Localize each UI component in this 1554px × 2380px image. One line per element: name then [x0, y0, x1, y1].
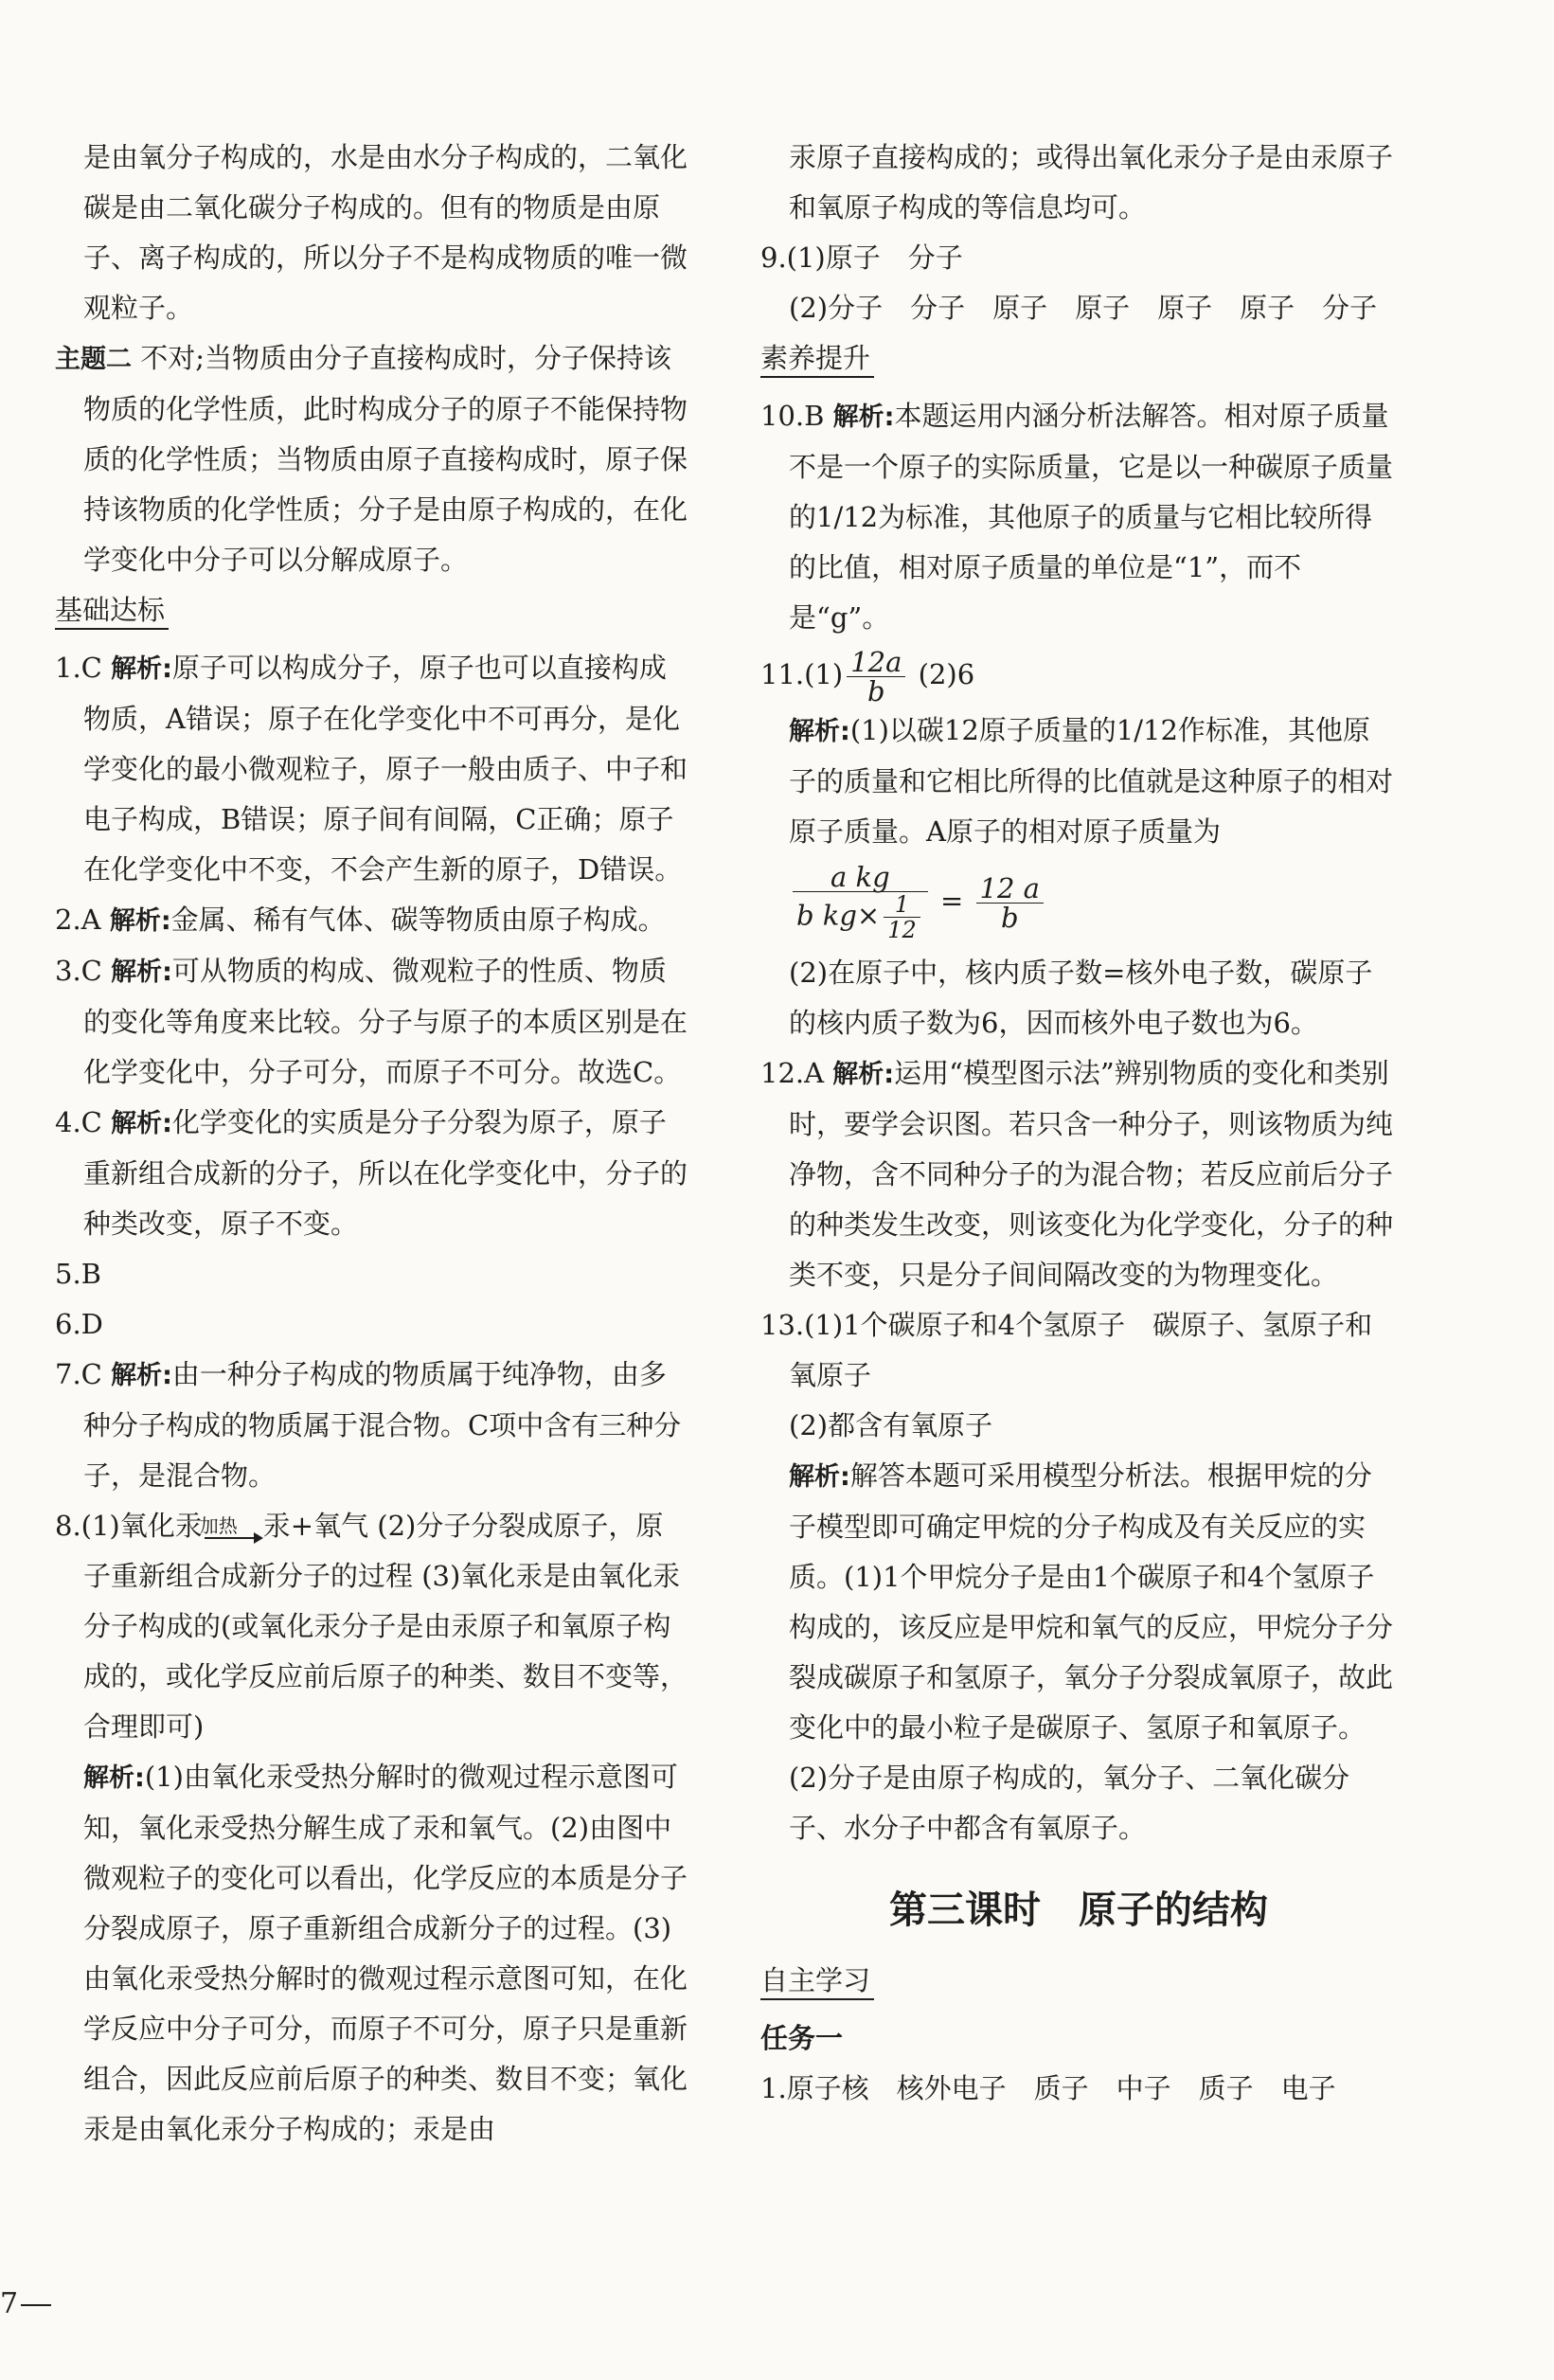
analysis-label: 解析: [832, 1060, 895, 1089]
nested-fraction [884, 892, 920, 942]
answer-q9-line2: (2)分子 分子 原子 原子 原子 原子 分子 [789, 292, 1378, 324]
task-one-answer: 1.原子核 核外电子 质子 中子 质子 电子 [760, 2072, 1336, 2104]
section-heading-literacy: 素养提升 [760, 333, 1397, 391]
answer-text: 运用“模型图示法”辨别物质的变化和类别时，要学会识图。若只含一种分子，则该物质为纯净物，含不同种分子的为混合物；若反应前后分子的种类发生改变，则该变化为化学变化，分子的种类不变，只是分子间间隔改变的为物理变化。 [789, 1057, 1394, 1291]
answer-q9-line1: 9.(1)原子 分子 [760, 242, 963, 274]
fraction [847, 645, 905, 707]
analysis-label: 解析: [111, 1109, 172, 1138]
analysis-q13 [760, 1451, 1397, 1753]
answer-text: 由一种分子构成的物质属于纯净物，由多种分子构成的物质属于混合物。C项中含有三种分子，是混合物。 [83, 1358, 682, 1492]
answer-number: 7.C [55, 1358, 102, 1390]
analysis-q11-part2: (2)在原子中，核内质子数=核外电子数，碳原子的核内质子数为6，因而核外电子数也为6。 [789, 957, 1373, 1039]
fraction-numerator: a kg [793, 863, 928, 892]
result-fraction [976, 871, 1044, 934]
fraction-numerator: 1 [884, 892, 920, 918]
page-number: 7 [0, 2287, 19, 2320]
answer-q13-line1: 13.(1)1个碳原子和4个氢原子 碳原子、氢原子和氧原子 [760, 1309, 1373, 1391]
equation-fraction [793, 863, 928, 942]
answer-q2 [55, 895, 688, 946]
answer-text: 金属、稀有气体、碳等物质由原子构成。 [170, 904, 666, 936]
answer-q10 [760, 391, 1397, 643]
analysis-label: 解析: [83, 1763, 145, 1793]
fraction-denominator: b kg× $\frac{1}{12}$ [793, 892, 928, 942]
paragraph-continued: 汞原子直接构成的；或得出氧化汞分子是由汞原子和氧原子构成的等信息均可。 [789, 141, 1394, 224]
answer-number: 12.A [760, 1057, 825, 1089]
answer-number: 10.B [760, 400, 825, 432]
analysis-q8 [55, 1752, 688, 2155]
answer-q7 [55, 1350, 688, 1501]
answer-number: 8. [55, 1510, 81, 1542]
right-column [760, 133, 1397, 2114]
answer-q12 [760, 1048, 1397, 1300]
answer-text: 本题运用内涵分析法解答。相对原子质量不是一个原子的实际质量，它是以一种碳原子质量的1/12为标准，其他原子的质量与它相比较所得的比值，相对原子质量的单位是“1”，而不是“g”。 [789, 400, 1394, 634]
answer-text: 化学变化的实质是分子分裂为原子，原子重新组合成新的分子，所以在化学变化中，分子的种类改变，原子不变。 [83, 1106, 688, 1240]
answer-q6: 6.D [55, 1308, 103, 1340]
equation-product: 汞+氧气 [262, 1510, 369, 1542]
analysis-q11 [760, 706, 1397, 857]
topic-two-label: 主题二 [55, 345, 132, 374]
analysis-text: 解答本题可采用模型分析法。根据甲烷的分子模型即可确定甲烷的分子构成及有关反应的实质。(1)1个甲烷分子是由1个碳原子和4个氢原子构成的，该反应是甲烷和氧气的反应，甲烷分子分裂成碳原子和氢原子，氧分子分裂成氧原子，故此变化中的最小粒子是碳原子、氢原子和氧原子。 [789, 1459, 1394, 1744]
answer-number: 3.C [55, 955, 102, 987]
analysis-label: 解析: [109, 906, 171, 936]
answer-number: 4.C [55, 1106, 102, 1138]
fraction-denominator: 12 [887, 917, 917, 943]
page-number-dash [21, 2304, 51, 2306]
fraction-numerator: 12 a [976, 874, 1044, 904]
equation-reactant: (1)氧化汞 [80, 1510, 203, 1542]
answer-q3 [55, 946, 688, 1098]
equation-relative-mass [789, 863, 1397, 942]
answer-q4 [55, 1098, 688, 1249]
answer-number: 2.A [55, 904, 101, 936]
analysis-text: (1)由氧化汞受热分解时的微观过程示意图可知，氧化汞受热分解生成了汞和氧气。(2)由图中微观粒子的变化可以看出，化学反应的本质是分子分裂成原子，原子重新组合成新分子的过程。(3)由氧化汞受热分解时的微观过程示意图可知，在化学反应中分子可分，而原子不可分，原子只是重新组合，因此反应前后原子的种类、数目不变；氧化汞是由氧化汞分子构成的；汞是由 [83, 1761, 688, 2145]
fraction-numerator: 12a [847, 648, 905, 677]
topic-two [55, 333, 688, 585]
section-heading-self-study: 自主学习 [760, 1956, 1397, 2013]
left-column [55, 133, 688, 2155]
analysis-q13-part2: (2)分子是由原子构成的，氧分子、二氧化碳分子、水分子中都含有氧原子。 [789, 1762, 1350, 1844]
answer-q8 [55, 1501, 688, 1752]
answer-q11 [760, 643, 1397, 706]
answer-number: 1.C [55, 652, 102, 684]
fraction-denominator: b [1000, 901, 1019, 934]
fraction-denominator: b [867, 674, 885, 707]
analysis-label: 解析: [111, 1361, 172, 1390]
answer-text: 原子可以构成分子，原子也可以直接构成物质，A错误；原子在化学变化中不可再分，是化学变化的最小微观粒子，原子一般由质子、中子和电子构成，B错误；原子间有间隔，C正确；原子在化学变化中不变，不会产生新的原子，D错误。 [83, 652, 688, 886]
analysis-label: 解析: [111, 957, 172, 987]
reaction-arrow [199, 1514, 261, 1539]
analysis-label: 解析: [111, 654, 172, 684]
paragraph-continued: 是由氧分子构成的，水是由水分子构成的，二氧化碳是由二氧化碳分子构成的。但有的物质是由原子、离子构成的，所以分子不是构成物质的唯一微观粒子。 [83, 141, 688, 324]
answer-q1 [55, 643, 688, 895]
answer-q5: 5.B [55, 1258, 101, 1290]
task-one-heading: 任务一 [760, 2022, 844, 2054]
arrow-icon [205, 1537, 261, 1539]
topic-two-text: 不对;当物质由分子直接构成时，分子保持该物质的化学性质，此时构成分子的原子不能保持物质的化学性质；当物质由原子直接构成时，原子保持该物质的化学性质；分子是由原子构成的，在化学变化中分子可以分解成原子。 [83, 342, 688, 576]
answer-part2: (2)6 [918, 658, 975, 690]
analysis-label: 解析: [789, 1462, 850, 1492]
answer-q13-line2: (2)都含有氧原子 [789, 1409, 993, 1441]
equals-sign: = [939, 885, 964, 917]
lesson-title: 第三课时 原子的结构 [889, 1888, 1268, 1932]
answer-number: 11.(1) [760, 658, 844, 690]
section-heading-basic: 基础达标 [55, 585, 688, 643]
analysis-text: (1)以碳12原子质量的1/12作标准，其他原子的质量和它相比所得的比值就是这种原子的相对原子质量。A原子的相对原子质量为 [789, 714, 1394, 848]
analysis-label: 解析: [832, 403, 895, 432]
arrow-label: 加热 [199, 1514, 238, 1537]
analysis-label: 解析: [789, 717, 850, 746]
answer-text: (2)分子分裂成原子，原子重新组合成新分子的过程 (3)氧化汞是由氧化汞分子构成的(或氧化汞分子是由汞原子和氧原子构成的，或化学反应前后原子的种类、数目不变等，合理即可) [83, 1510, 688, 1743]
answer-text: 可从物质的构成、微观粒子的性质、物质的变化等角度来比较。分子与原子的本质区别是在化学变化中，分子可分，而原子不可分。故选C。 [83, 955, 688, 1088]
